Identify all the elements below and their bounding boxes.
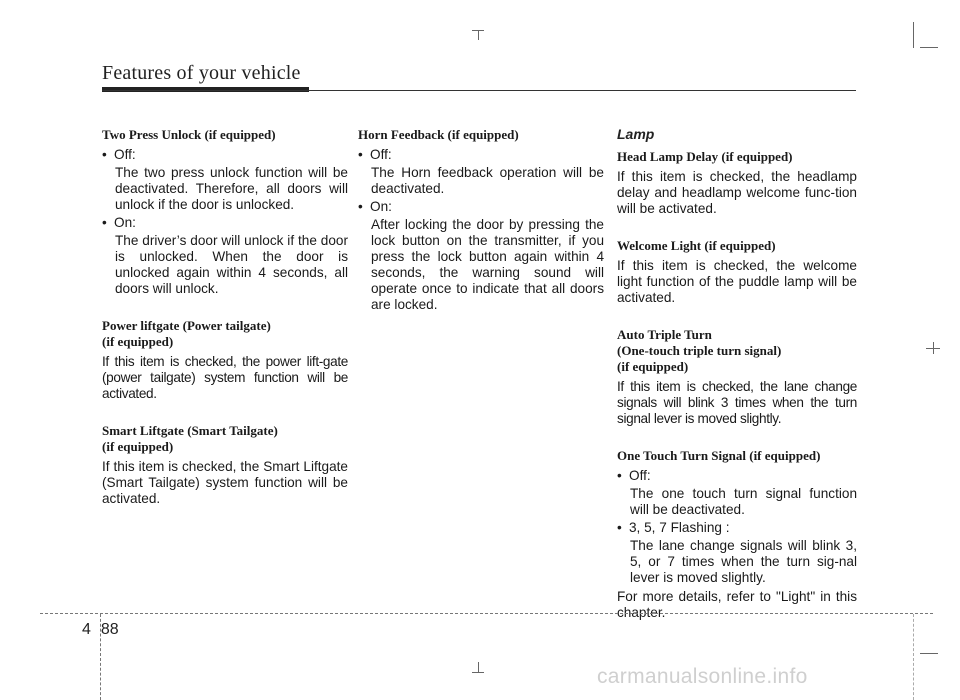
bullet-label: On: xyxy=(370,199,392,214)
bullet-text: The Horn feedback operation will be deactivated. xyxy=(371,165,604,196)
bullet-text: The one touch turn signal function will be deactivated. xyxy=(630,486,857,517)
heading-line: Smart Liftgate (Smart Tailgate) xyxy=(102,423,278,438)
lamp-section-title: Lamp xyxy=(617,126,655,142)
bullet-icon: • xyxy=(617,520,622,535)
bullet-text: After locking the door by pressing the lock button on the transmitter, if you press the lock button again within 4 seconds, the warning sound will operate once to indicate that all doors are locked. xyxy=(371,217,604,312)
heading-line: Auto Triple Turn xyxy=(617,327,712,342)
bullet-item xyxy=(617,520,857,536)
paragraph: For more details, refer to "Light" in this chapter. xyxy=(617,589,857,620)
column-1 xyxy=(102,127,348,528)
heading-line: Power liftgate (Power tailgate) xyxy=(102,318,271,333)
bullet-text: The two press unlock function will be deactivated. Therefore, all doors will unlock if the door is unlocked. xyxy=(115,165,348,212)
horn-feedback-section xyxy=(358,127,604,313)
crop-mark-bottom-center-v xyxy=(478,662,479,672)
section-heading xyxy=(102,423,348,455)
bullet-label: Off: xyxy=(629,468,651,483)
bullet-icon: • xyxy=(102,215,107,230)
section-heading: Welcome Light (if equipped) xyxy=(617,238,776,253)
heading-line: (One-touch triple turn signal) xyxy=(617,343,782,358)
bullet-text: The driver’s door will unlock if the door is unlocked. When the door is unlocked again within 4 seconds, all doors will unlock. xyxy=(115,233,348,296)
bullet-text: The lane change signals will blink 3, 5, or 7 times when the turn sig-nal lever is moved slightly. xyxy=(630,538,857,585)
bullet-icon: • xyxy=(358,199,363,214)
one-touch-turn-signal-section xyxy=(617,448,857,621)
crop-mark-right-middle-h xyxy=(926,348,940,349)
section-heading: Horn Feedback (if equipped) xyxy=(358,127,519,142)
bullet-item xyxy=(102,147,348,163)
bullet-label: On: xyxy=(114,215,136,230)
bullet-label: Off: xyxy=(370,147,392,162)
smart-liftgate-section xyxy=(102,423,348,507)
heading-line: (if equipped) xyxy=(102,439,174,454)
crop-mark-top-center-v xyxy=(478,30,479,40)
section-heading: Two Press Unlock (if equipped) xyxy=(102,127,276,142)
bullet-item xyxy=(102,215,348,231)
paragraph: If this item is checked, the welcome light function of the puddle lamp will be activated. xyxy=(617,258,857,305)
power-liftgate-section xyxy=(102,318,348,402)
page-header-title: Features of your vehicle xyxy=(102,62,301,84)
page-number-value: 88 xyxy=(100,621,119,638)
bullet-item xyxy=(358,147,604,163)
page-number xyxy=(82,621,119,639)
section-heading xyxy=(617,327,857,375)
paragraph: If this item is checked, the lane change signals will blink 3 times when the turn signal lever is moved slightly. xyxy=(617,379,857,426)
bullet-icon: • xyxy=(102,147,107,162)
chapter-number: 4 xyxy=(82,621,91,638)
paragraph: If this item is checked, the headlamp delay and headlamp welcome func-tion will be activated. xyxy=(617,169,857,216)
section-heading: Head Lamp Delay (if equipped) xyxy=(617,149,793,164)
footer-rule xyxy=(40,613,933,614)
paragraph: If this item is checked, the Smart Liftgate (Smart Tailgate) system function will be activated. xyxy=(102,459,348,506)
header-rule xyxy=(102,90,856,91)
bullet-label: 3, 5, 7 Flashing : xyxy=(629,520,730,535)
heading-line: (if equipped) xyxy=(617,359,689,374)
section-heading: One Touch Turn Signal (if equipped) xyxy=(617,448,821,463)
paragraph: If this item is checked, the power lift-gate (power tailgate) system function will be activated. xyxy=(102,354,348,401)
bullet-label: Off: xyxy=(114,147,136,162)
two-press-unlock-section xyxy=(102,127,348,297)
crop-mark-bottom-right-h xyxy=(920,653,938,654)
crop-mark-bottom-center-h xyxy=(472,672,484,673)
bullet-item xyxy=(358,199,604,215)
head-lamp-delay-section xyxy=(617,149,857,217)
bullet-icon: • xyxy=(358,147,363,162)
bullet-item xyxy=(617,468,857,484)
crop-mark-top-right-v xyxy=(913,22,914,48)
bullet-icon: • xyxy=(617,468,622,483)
welcome-light-section xyxy=(617,238,857,306)
column-3 xyxy=(617,126,857,621)
heading-line: (if equipped) xyxy=(102,334,174,349)
auto-triple-turn-section xyxy=(617,327,857,427)
column-2 xyxy=(358,127,604,334)
watermark: carmanualsonline.info xyxy=(597,665,808,688)
footer-right-line xyxy=(913,614,914,700)
crop-mark-top-right-h xyxy=(920,47,938,48)
section-heading xyxy=(102,318,348,350)
